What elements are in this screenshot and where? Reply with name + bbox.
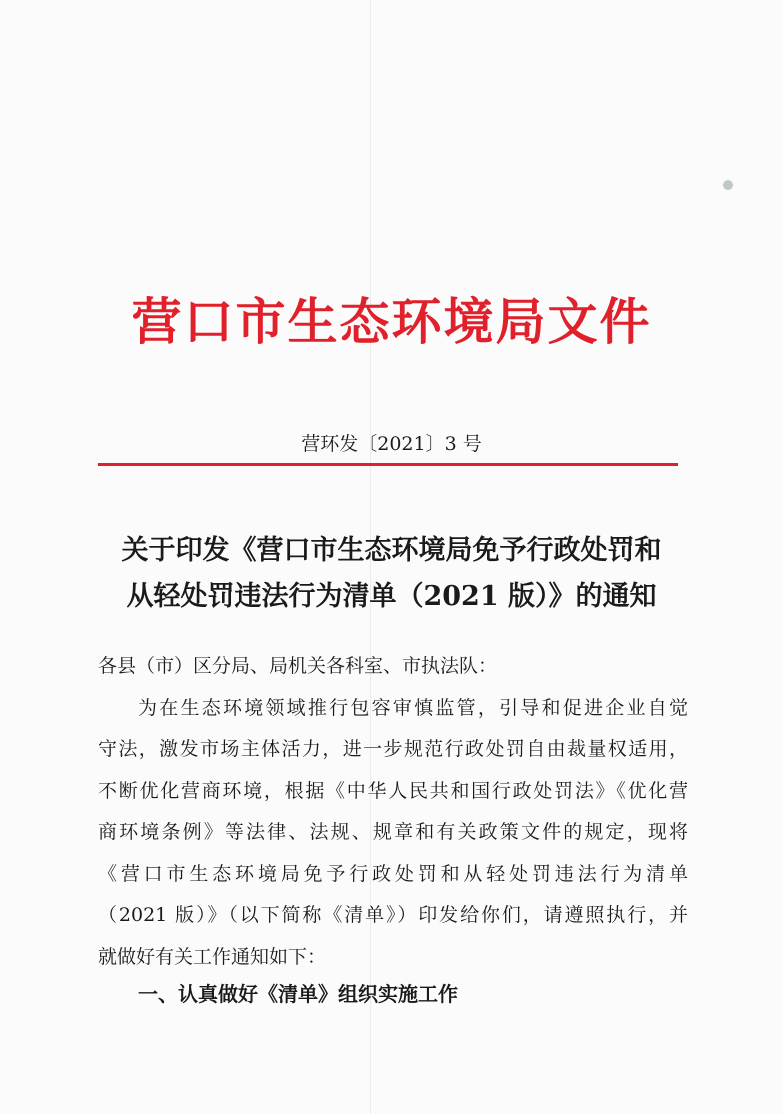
scan-speck (723, 180, 733, 190)
body-line-1: 为在生态环境领域推行包容审慎监管，引导和促进企业自觉 (138, 696, 688, 719)
notice-title-line-1: 关于印发《营口市生态环境局免予行政处罚和 (121, 535, 662, 566)
body-line-4: 商环境条例》等法律、法规、规章和有关政策文件的规定，现将 (98, 821, 688, 843)
recipients-line: 各县（市）区分局、局机关各科室、市执法队： (98, 655, 498, 677)
notice-title-line-2: 从轻处罚违法行为清单（2021 版）》的通知 (126, 581, 657, 612)
notice-body (98, 646, 688, 978)
body-line-7: 就做好有关工作通知如下： (98, 945, 327, 968)
body-line-5: 《营口市生态环境局免予行政处罚和从轻处罚违法行为清单 (98, 862, 688, 885)
header-red-rule (98, 463, 678, 466)
body-line-6: （2021 版）》（以下简称《清单》）印发给你们，请遵照执行，并 (98, 904, 688, 926)
body-line-2: 守法，激发市场主体活力，进一步规范行政处罚自由裁量权适用， (98, 738, 688, 760)
section-heading-1: 一、认真做好《清单》组织实施工作 (138, 982, 458, 1006)
document-number: 营环发〔2021〕3 号 (301, 433, 482, 455)
notice-title (0, 528, 783, 620)
body-line-3: 不断优化营商环境，根据《中华人民共和国行政处罚法》《优化营 (98, 779, 688, 802)
document-header-title: 营口市生态环境局文件 (131, 293, 652, 351)
